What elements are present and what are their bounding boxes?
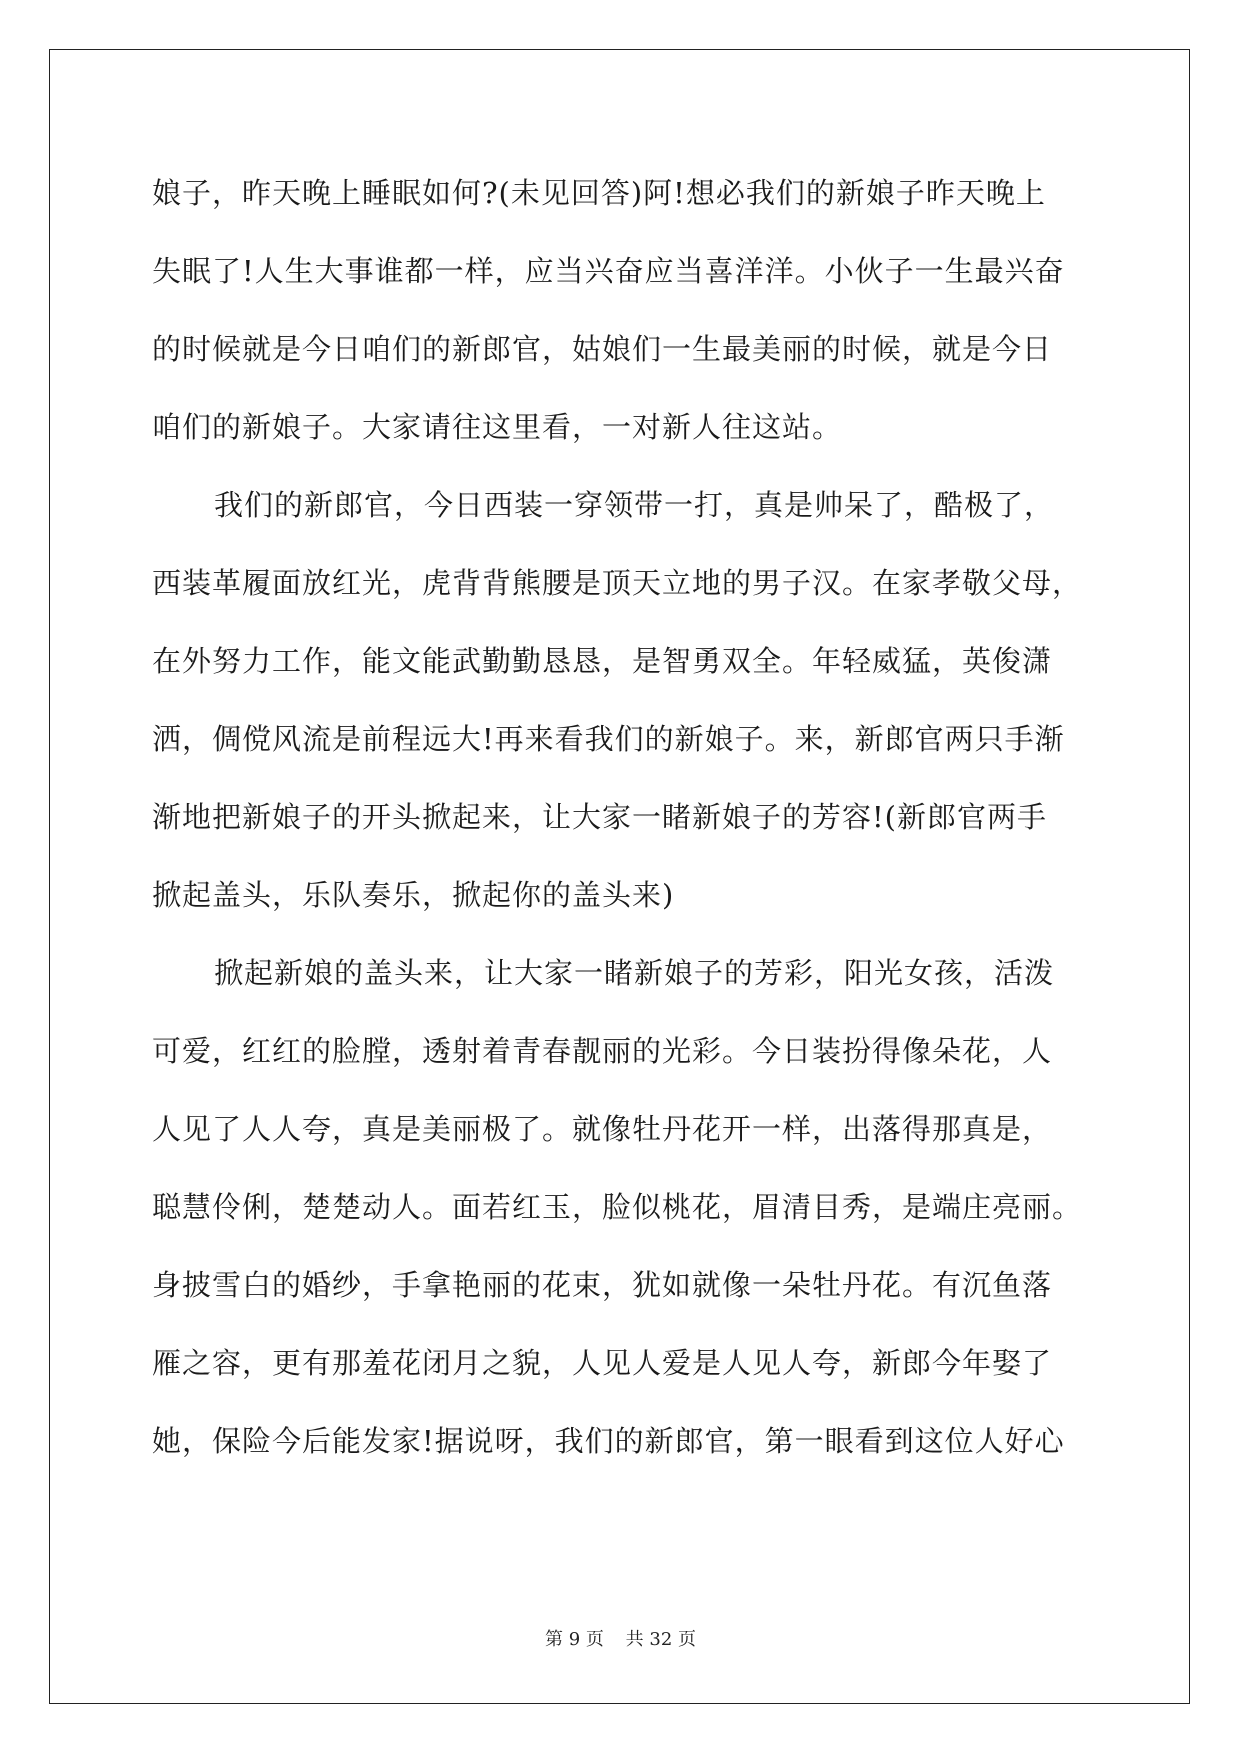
text-line: 人见了人人夸，真是美丽极了。就像牡丹花开一样，出落得那真是， <box>152 1112 1053 1146</box>
text-line: 身披雪白的婚纱，手拿艳丽的花束，犹如就像一朵牡丹花。有沉鱼落 <box>152 1268 1053 1302</box>
text-line: 掀起盖头，乐队奏乐，掀起你的盖头来) <box>152 878 675 912</box>
page-footer <box>0 1625 1241 1651</box>
text-line: 的时候就是今日咱们的新郎官，姑娘们一生最美丽的时候，就是今日 <box>152 332 1053 366</box>
page-number: 第 9 页 <box>545 1629 604 1650</box>
text-line: 在外努力工作，能文能武勤勤恳恳，是智勇双全。年轻威猛，英俊潇 <box>152 644 1053 678</box>
text-line: 娘子，昨天晚上睡眠如何?(未见回答)阿!想必我们的新娘子昨天晚上 <box>152 176 1046 210</box>
text-line: 西装革履面放红光，虎背背熊腰是顶天立地的男子汉。在家孝敬父母， <box>152 566 1083 600</box>
text-line: 咱们的新娘子。大家请往这里看，一对新人往这站。 <box>152 410 843 444</box>
paragraph <box>152 466 1092 934</box>
text-line: 聪慧伶俐，楚楚动人。面若红玉，脸似桃花，眉清目秀，是端庄亮丽。 <box>152 1190 1083 1224</box>
text-line: 我们的新郎官，今日西装一穿领带一打，真是帅呆了，酷极了， <box>214 488 1055 522</box>
text-line: 她，保险今后能发家!据说呀，我们的新郎官，第一眼看到这位人好心 <box>152 1424 1065 1458</box>
text-line: 失眠了!人生大事谁都一样，应当兴奋应当喜洋洋。小伙子一生最兴奋 <box>152 254 1065 288</box>
text-line: 雁之容，更有那羞花闭月之貌，人见人爱是人见人夸，新郎今年娶了 <box>152 1346 1053 1380</box>
text-line: 渐地把新娘子的开头掀起来，让大家一睹新娘子的芳容!(新郎官两手 <box>152 800 1047 834</box>
text-line: 掀起新娘的盖头来，让大家一睹新娘子的芳彩，阳光女孩，活泼 <box>214 956 1055 990</box>
paragraph <box>152 934 1092 1480</box>
page-total: 共 32 页 <box>625 1629 696 1650</box>
document-body <box>152 154 1092 1480</box>
text-line: 洒，倜傥风流是前程远大!再来看我们的新娘子。来，新郎官两只手渐 <box>152 722 1065 756</box>
text-line: 可爱，红红的脸膛，透射着青春靓丽的光彩。今日装扮得像朵花，人 <box>152 1034 1053 1068</box>
paragraph <box>152 154 1092 466</box>
